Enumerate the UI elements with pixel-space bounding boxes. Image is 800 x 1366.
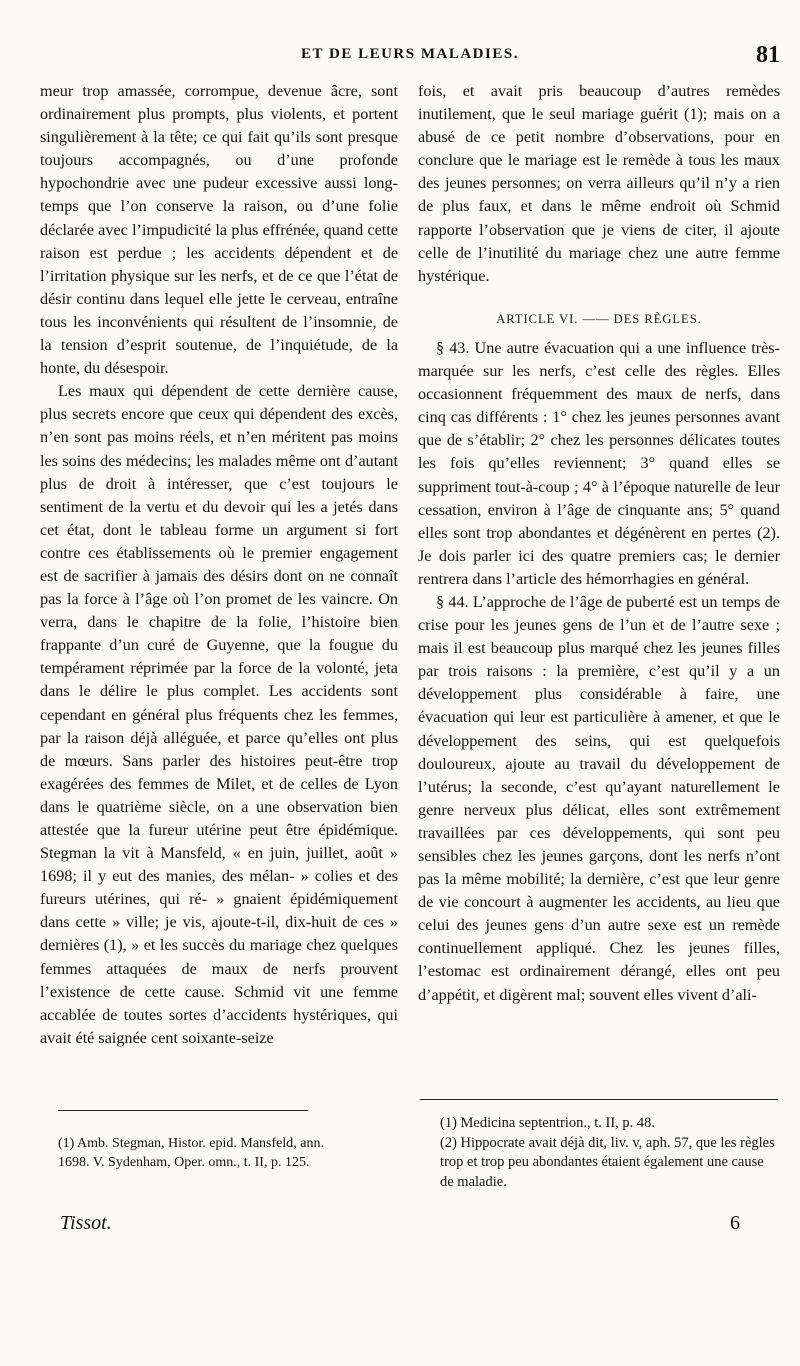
paragraph: fois, et avait pris beaucoup d’autres remèdes inutilement, que le seul mariage guérit (1); mais on a abusé de ce petit nombre d’observations, pour en conclure que le mariage est le remède à tous les maux des jeunes personnes; on verra ailleurs qu’il n’y a rien de plus faux, et dans le même endroit où Schmid rapporte l’observation que je viens de citer, il ajoute celle de l’inutilité du mariage chez une autre femme hystérique. (418, 82, 780, 285)
footnote: (2) Hippocrate avait déjà dit, liv. v, aph. 57, que les règles trop et trop peu abondantes étaient également une cause de maladie. (440, 1134, 775, 1190)
signature-mark: 6 (730, 1212, 740, 1234)
paragraph: § 44. L’approche de l’âge de puberté est un temps de crise pour les jeunes gens de l’un et de l’autre sexe ; mais il est beaucoup plus marqué chez les jeunes filles par trois raisons : la première, c’est qu’il y a un développement plus considérable à faire, une évacuation qui leur est particulière à amener, et que le développement des seins, qui est quelquefois douloureux, ajoute au travail du développement de l’utérus; la seconde, c’est qu’ayant naturellement le genre nerveux plus délicat, elles sont extrêmement travaillées par ces développements, qui sont peu sensibles chez les jeunes garçons, dont les nerfs n’ont pas la même mobilité; la dernière, c’est que leur genre de vie concourt à augmenter les accidents, au lieu que celui des jeunes gens d’un autre sexe est un remède continuellement appliqué. Chez les jeunes filles, l’estomac est ordinairement dérangé, elles ont peu d’appétit, et digèrent mal; souvent elles vivent d’ali- (418, 592, 780, 1004)
footnotes-left (58, 1134, 358, 1172)
footnote: (1) Amb. Stegman, Histor. epid. Mansfeld, ann. 1698. V. Sydenham, Oper. omn., t. II, p. 125. (58, 1136, 324, 1170)
running-head: ET DE LEURS MALADIES. (301, 46, 519, 62)
footnote: (1) Medicina septentrion., t. II, p. 48. (440, 1115, 656, 1131)
paragraph: meur trop amassée, corrompue, devenue âcre, sont ordinairement plus prompts, plus violents, et portent singulièrement à la tête; ce qui fait qu’ils sont presque toujours accompagnés, ou d’une profonde hypochondrie avec une pudeur excessive aussi long-temps que l’on conserve la raison, ou d’une folie déclarée avec l’impudicité la plus effrénée, quand cette raison est perdue ; les accidents dépendent et de l’irritation physique sur les nerfs, et de ce que l’état de désir continu dans lequel elle jette le cerveau, entraîne tous les inconvénients qui résultent de l’insomnie, de la tension d’esprit soutenue, de l’inquiétude, de la honte, du désespoir. (40, 82, 398, 378)
right-column (418, 80, 780, 1007)
footnote-rule (58, 1110, 308, 1111)
paragraph: § 43. Une autre évacuation qui a une influence très-marquée sur les nerfs, c’est celle des règles. Elles occasionnent fréquemment des maux de nerfs, dans cinq cas différents : 1° chez les jeunes personnes avant que de s’établir; 2° chez les personnes délicates toutes les fois qu’elles reviennent; 3° quand elles se suppriment tout-à-coup ; 4° à l’époque naturelle de leur cessation, environ à l’âge de cinquante ans; 5° quand elles sont trop abondantes et dégénèrent en pertes (2). Je dois parler ici des quatre premiers cas; le dernier rentrera dans l’article des hémorrhagies en général. (418, 338, 780, 588)
page-number: 81 (756, 42, 780, 68)
footnotes-right (440, 1114, 780, 1192)
page-header (40, 42, 780, 72)
signature: Tissot. (60, 1212, 112, 1234)
paragraph: Les maux qui dépendent de cette dernière cause, plus secrets encore que ceux qui dépendent des excès, n’en sont pas moins réels, et n’en méritent pas moins les soins des médecins; les malades même ont d’autant plus de droit à intéresser, que c’est toujours le sentiment de la vertu et du devoir qui les a jetés dans cet état, dont le tableau forme un argument si fort contre ces établissements où le premier engagement est de sacrifier à jamais des désirs dont on ne connaît pas la force à l’âge où l’on promet de les vaincre. On verra, dans le chapitre de la folie, l’histoire bien frappante d’un curé de Guyenne, que la fougue du tempérament réprimée par la force de la volonté, jeta dans le délire le plus complet. Les accidents sont cependant en général plus fréquents chez les femmes, par la raison déjà alléguée, et parce qu’elles ont plus de mœurs. Sans parler des histoires peut-être trop exagérées des femmes de Milet, et de celles de Lyon dans le quatrième siècle, on a une observation bien attestée que la fureur utérine peut être épidémique. Stegman la vit à Mansfeld, « en juin, juillet, août » 1698; il y eut des manies, des mélan- » colies et des fureurs utérines, qui ré- » gnaient épidémiquement dans cette » ville; je vis, ajoute-t-il, dix-huit de ces » dernières (1), » et les succès du mariage chez quelques femmes attaquées de maux de nerfs prouvent l’existence de cette cause. Schmid vit une femme accablée de toutes sortes d’accidents hystériques, qui avait été saignée cent soixante-seize (40, 382, 398, 1047)
section-heading: ARTICLE VI. —— DES RÈGLES. (496, 311, 702, 326)
footnote-rule (420, 1099, 778, 1100)
left-column (40, 80, 398, 1050)
